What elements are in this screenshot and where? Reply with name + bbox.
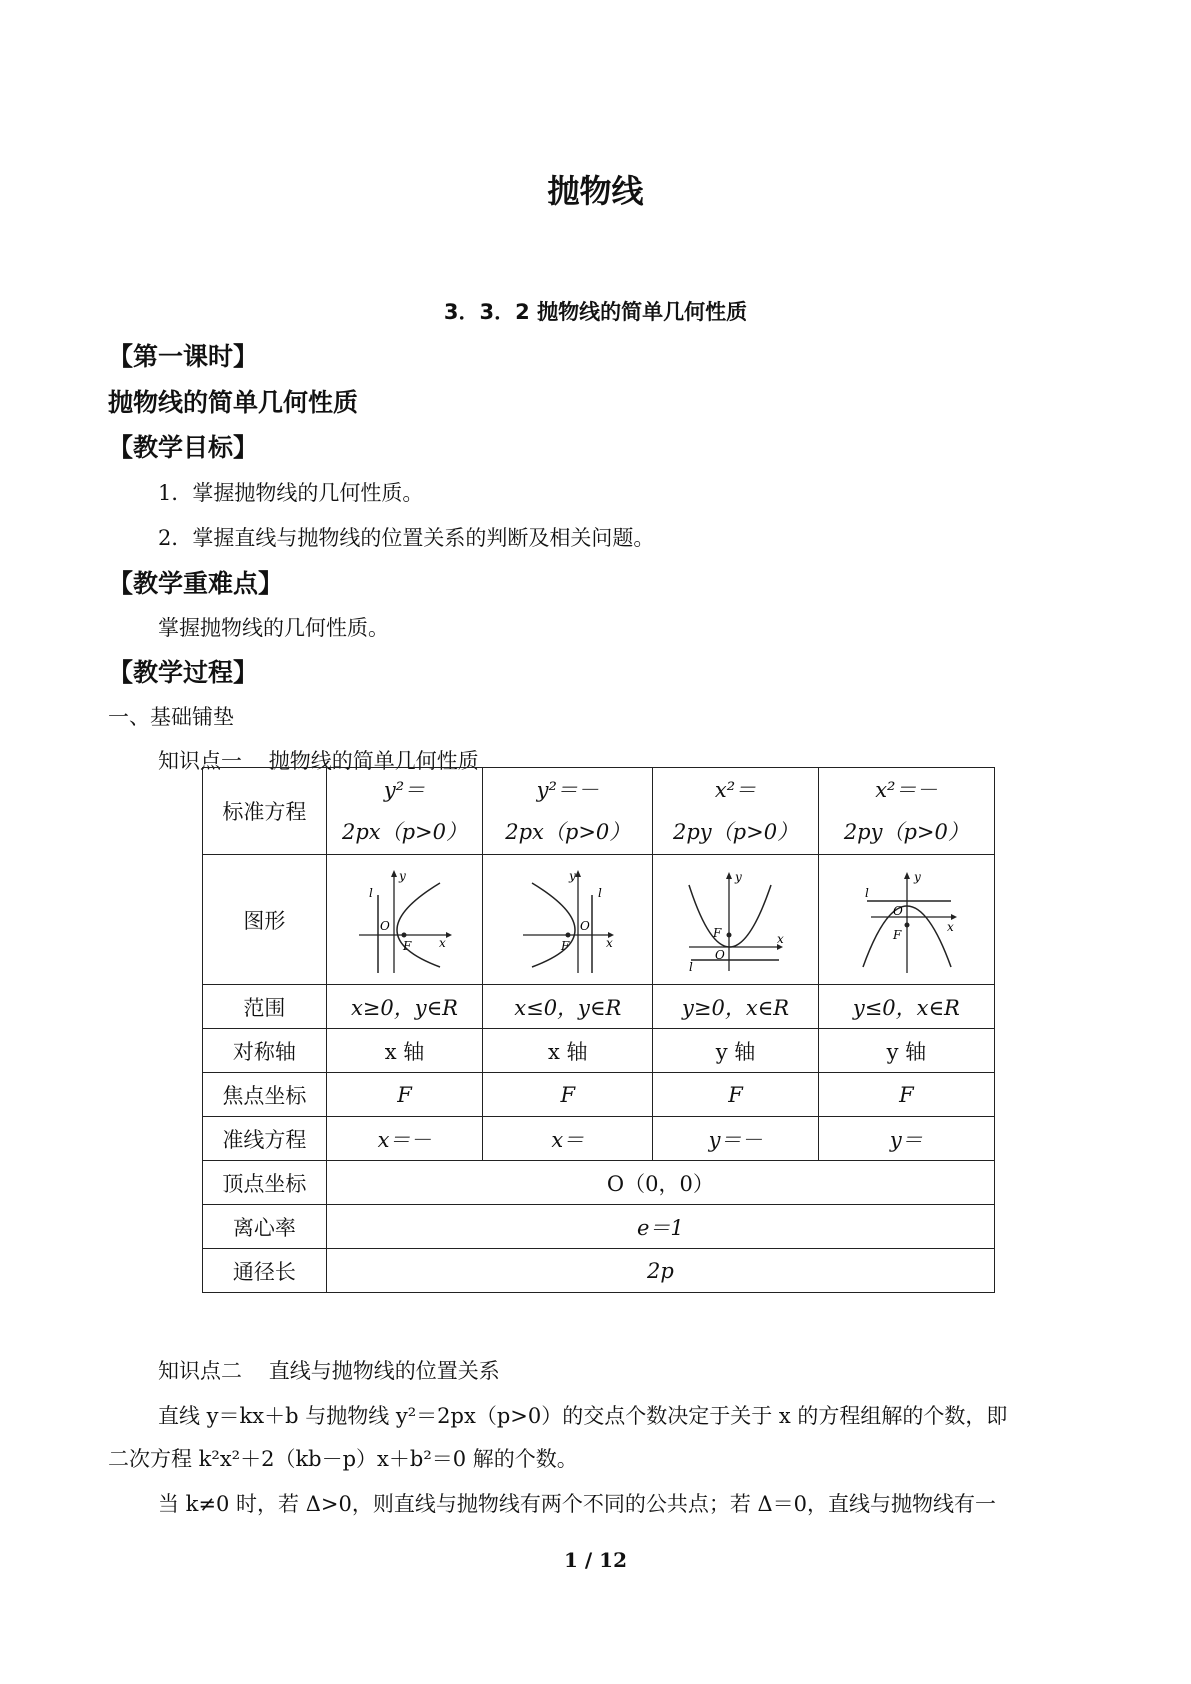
eccentricity-cell: e＝1 [326,1205,994,1249]
goal-item-1: 1．掌握抛物线的几何性质。 [158,481,424,505]
range-cell: y≤0，x∈R [818,985,994,1029]
row-label: 范围 [203,985,327,1029]
goals-heading: 【教学目标】 [108,433,259,462]
paragraph-line: 二次方程 k²x²＋2（kb－p）x＋b²＝0 解的个数。 [108,1447,578,1471]
figure-cell [653,855,818,985]
page-title: 抛物线 [547,172,644,210]
range-cell: x≥0，y∈R [326,985,482,1029]
origin-label: O [714,947,725,962]
goal-item-2: 2．掌握直线与抛物线的位置关系的判断及相关问题。 [158,526,655,550]
page-number: 1 / 12 [564,1548,627,1572]
lesson-tag: 【第一课时】 [108,342,259,371]
directrix-cell: x＝ [483,1117,653,1161]
focus-cell: F [326,1073,482,1117]
range-cell: x≤0，y∈R [483,985,653,1029]
axis-cell: x 轴 [483,1029,653,1073]
axis-label: x [776,931,784,946]
row-label: 标准方程 [203,768,327,855]
axis-cell: y 轴 [653,1029,818,1073]
table-row [203,1205,995,1249]
equation-cell: y²＝－ 2px（p>0） [483,768,653,855]
row-label: 离心率 [203,1205,327,1249]
section-title: 3．3．2 抛物线的简单几何性质 [443,300,748,324]
axis-label: y [568,868,576,883]
axis-cell: x 轴 [326,1029,482,1073]
figure-cell [483,855,653,985]
latus-rectum-cell: 2p [326,1249,994,1293]
directrix-cell: x＝－ [326,1117,482,1161]
axis-cell: y 轴 [818,1029,994,1073]
origin-label: O [380,918,391,933]
directrix-cell: y＝ [818,1117,994,1161]
range-cell: y≥0，x∈R [653,985,818,1029]
origin-label: O [893,903,904,918]
key-points-heading: 【教学重难点】 [108,569,284,598]
figure-cell [818,855,994,985]
figure-cell [326,855,482,985]
row-label: 焦点坐标 [203,1073,327,1117]
focus-label: F [560,938,570,953]
parabola-right-figure [354,865,454,975]
parabola-up-figure [681,865,791,975]
focus-label: F [403,938,412,953]
key-points-text: 掌握抛物线的几何性质。 [158,616,389,640]
knowledge-point-2: 知识点二 直线与抛物线的位置关系 [158,1359,500,1383]
equation-cell: x²＝ 2py（p>0） [653,768,818,855]
directrix-label: l [688,959,693,974]
vertex-cell: O（0，0） [326,1161,994,1205]
row-label: 图形 [203,855,327,985]
equation-cell: x²＝－ 2py（p>0） [818,768,994,855]
axis-label: x [605,935,613,950]
directrix-cell: y＝－ [653,1117,818,1161]
directrix-label: l [369,885,374,900]
table-row [203,1029,995,1073]
focus-label: F [712,925,721,940]
equation-cell: y²＝ 2px（p>0） [326,768,482,855]
focus-cell: F [818,1073,994,1117]
axis-label: x [439,935,447,950]
table-row [203,1117,995,1161]
paragraph-line: 当 k≠0 时，若 Δ>0，则直线与抛物线有两个不同的公共点；若 Δ＝0，直线与抛物线有一 [158,1492,997,1516]
row-label: 顶点坐标 [203,1161,327,1205]
axis-label: y [914,869,922,884]
process-heading: 【教学过程】 [108,658,259,687]
parabola-left-figure [518,865,618,975]
part-one-heading: 一、基础铺垫 [108,705,234,729]
table-row [203,855,995,985]
parabola-down-figure [851,865,961,975]
focus-cell: F [653,1073,818,1117]
table-row [203,1161,995,1205]
table-row [203,1073,995,1117]
focus-cell: F [483,1073,653,1117]
table-row [203,1249,995,1293]
table-row [203,768,995,855]
row-label: 通径长 [203,1249,327,1293]
row-label: 对称轴 [203,1029,327,1073]
paragraph-line: 直线 y＝kx＋b 与抛物线 y²＝2px（p>0）的交点个数决定于关于 x 的方程组解的个数，即 [158,1404,1008,1428]
parabola-properties-table [202,767,995,1293]
axis-label: y [734,869,742,884]
origin-label: O [579,918,590,933]
directrix-label: l [865,885,870,900]
lesson-title: 抛物线的简单几何性质 [108,388,359,417]
focus-label: F [893,927,902,942]
row-label: 准线方程 [203,1117,327,1161]
directrix-label: l [597,885,602,900]
table-row [203,985,995,1029]
axis-label: y [399,868,407,883]
axis-label: x [947,919,955,934]
knowledge-point-1: 知识点一 抛物线的简单几何性质 [158,749,479,773]
